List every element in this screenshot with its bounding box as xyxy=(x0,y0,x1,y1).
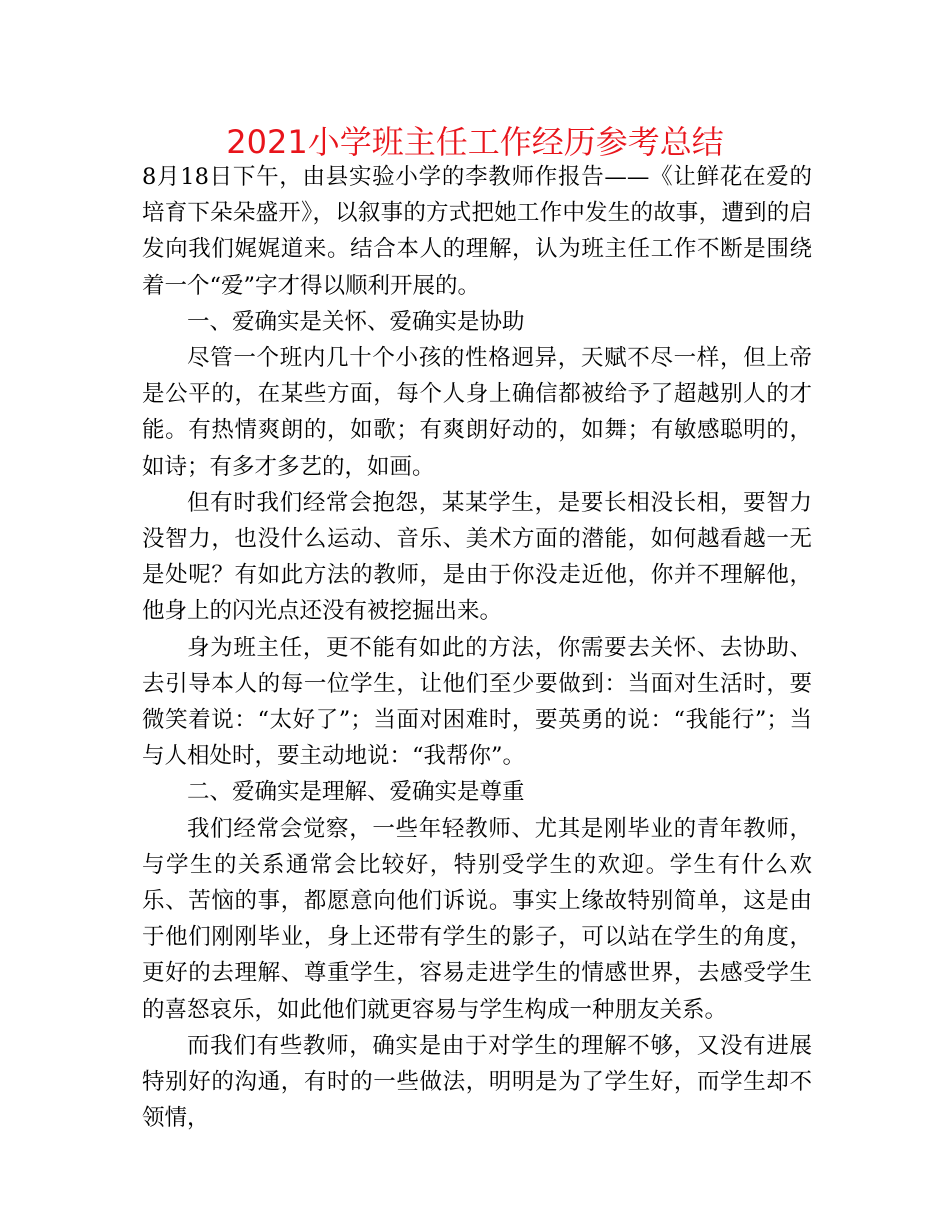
section-heading-2: 二、爱确实是理解、爱确实是尊重 xyxy=(187,779,525,806)
document-body xyxy=(142,159,812,1136)
paragraph: 身为班主任，更不能有如此的方法，你需要去关怀、去协助、去引导本人的每一位学生，让他们至少要做到：当面对生活时，要微笑着说：“太好了”；当面对困难时，要英勇的说：“我能行”；当与人相处时，要主动地说：“我帮你”。 xyxy=(142,634,812,770)
paragraph: 而我们有些教师，确实是由于对学生的理解不够，又没有进展特别好的沟通，有时的一些做法，明明是为了学生好，而学生却不领情， xyxy=(142,1032,812,1132)
document-title: 2021小学班主任工作经历参考总结 xyxy=(226,123,724,161)
paragraph: 尽管一个班内几十个小孩的性格迥异，天赋不尽一样，但上帝是公平的，在某些方面，每个人身上确信都被给予了超越别人的才能。有热情爽朗的，如歌；有爽朗好动的，如舞；有敏感聪明的，如诗；有多才多艺的，如画。 xyxy=(142,345,812,480)
paragraph-intro: 8月18日下午，由县实验小学的李教师作报告——《让鲜花在爱的培育下朵朵盛开》，以叙事的方式把她工作中发生的故事，遭到的启发向我们娓娓道来。结合本人的理解，认为班主任工作不断是围绕着一个“爱”字才得以顺利开展的。 xyxy=(142,164,812,299)
section-heading-1: 一、爱确实是关怀、爱确实是协助 xyxy=(187,308,525,335)
paragraph: 但有时我们经常会抱怨，某某学生，是要长相没长相，要智力没智力，也没什么运动、音乐、美术方面的潜能，如何越看越一无是处呢？有如此方法的教师，是由于你没走近他，你并不理解他，他身上的闪光点还没有被挖掘出来。 xyxy=(142,489,812,625)
paragraph: 我们经常会觉察，一些年轻教师、尤其是刚毕业的青年教师，与学生的关系通常会比较好，特别受学生的欢迎。学生有什么欢乐、苦恼的事，都愿意向他们诉说。事实上缘故特别简单，这是由于他们刚刚毕业，身上还带有学生的影子，可以站在学生的角度，更好的去理解、尊重学生，容易走进学生的情感世界，去感受学生的喜怒哀乐，如此他们就更容易与学生构成一种朋友关系。 xyxy=(142,815,812,1023)
